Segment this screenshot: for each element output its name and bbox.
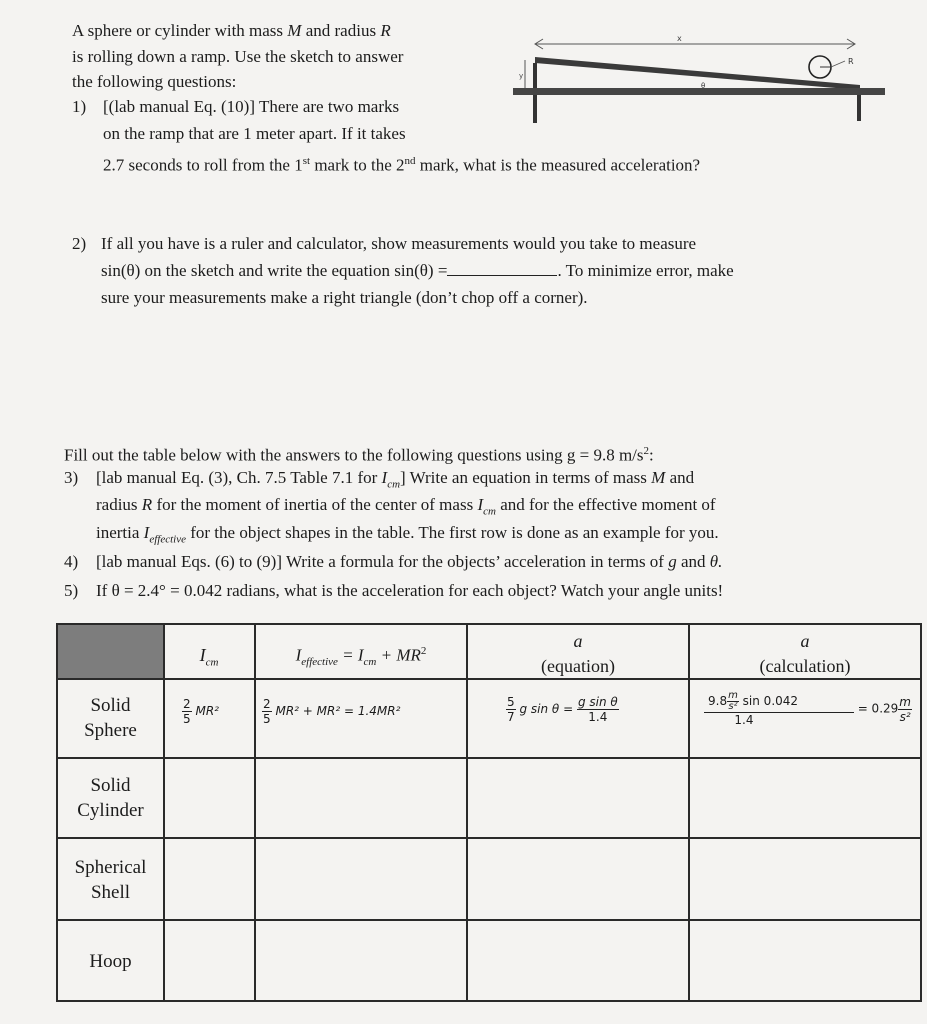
example-a-calculation xyxy=(704,691,912,727)
radius-leader xyxy=(831,61,845,67)
intro-text: and radius xyxy=(305,21,377,40)
table-border xyxy=(920,623,922,1002)
answer-cell-hoop-a-calculation[interactable] xyxy=(690,921,920,1000)
q3-line-3 xyxy=(96,520,719,552)
mass-symbol: M xyxy=(287,21,302,40)
radius-symbol: R xyxy=(380,21,391,40)
unit-denominator: s² xyxy=(899,709,911,724)
calc-result: = 0.29 xyxy=(857,701,899,716)
row-name-line: Cylinder xyxy=(77,800,144,821)
q3-number: 3) xyxy=(64,468,79,487)
y-label: y xyxy=(519,72,524,80)
x-label: x xyxy=(677,34,682,43)
header-text: = I xyxy=(342,645,364,665)
q3-text: and xyxy=(669,468,695,487)
q4-text: [lab manual Eqs. (6) to (9)] Write a formula for the objects’ acceleration in terms of xyxy=(96,552,664,571)
q1-line-1: [(lab manual Eq. (10)] There are two marks xyxy=(103,97,400,116)
superscript: 2 xyxy=(643,445,650,457)
calc-denominator: 1.4 xyxy=(734,713,754,727)
sin-answer-blank[interactable] xyxy=(447,261,557,276)
superscript: nd xyxy=(404,155,416,167)
superscript: 2 xyxy=(420,645,427,657)
header-icm xyxy=(164,643,254,676)
q3-text: [lab manual Eq. (3), Ch. 7.5 Table 7.1 for xyxy=(96,468,378,487)
acceleration-symbol: a xyxy=(800,631,810,651)
example-icm xyxy=(182,697,219,726)
header-label: (equation) xyxy=(541,656,615,676)
row-name-line: Hoop xyxy=(89,951,132,972)
q1-text: mark to the 2 xyxy=(314,155,405,175)
q3-text: radius xyxy=(96,495,138,514)
q4-number: 4) xyxy=(64,552,79,571)
header-label: (calculation) xyxy=(759,656,851,676)
table-border xyxy=(56,1000,922,1002)
answer-cell-hoop-a-equation[interactable] xyxy=(468,921,688,1000)
q1-text: mark, what is the measured acceleration? xyxy=(419,155,701,175)
answer-cell-cylinder-ieffective[interactable] xyxy=(256,759,466,837)
answer-cell-cylinder-icm[interactable] xyxy=(165,759,254,837)
fraction-denominator: 5 xyxy=(183,712,191,726)
header-a-calculation xyxy=(690,629,920,679)
q2-number: 2) xyxy=(72,234,87,253)
answer-cell-shell-icm[interactable] xyxy=(165,839,254,919)
header-ieffective xyxy=(256,639,466,675)
row-name-line: Shell xyxy=(90,882,131,903)
row-name-line: Solid xyxy=(90,775,131,796)
inertia-symbol: I xyxy=(199,645,206,665)
table-corner-cell xyxy=(58,625,163,678)
answer-cell-hoop-ieffective[interactable] xyxy=(256,921,466,1000)
unit-numerator: m xyxy=(899,694,911,709)
intro-line-1 xyxy=(72,18,391,44)
q5-number: 5) xyxy=(64,581,79,600)
q1-text: 2.7 seconds to roll from the 1 xyxy=(103,155,303,175)
acceleration-symbol: a xyxy=(573,631,583,651)
row-name-hoop xyxy=(58,949,163,974)
answer-cell-shell-a-equation[interactable] xyxy=(468,839,688,919)
calc-numerator xyxy=(704,691,854,713)
q3-text: ] Write an equation in terms of mass xyxy=(400,468,647,487)
example-a-equation xyxy=(506,695,619,724)
answer-cell-shell-ieffective[interactable] xyxy=(256,839,466,919)
answer-table xyxy=(56,623,922,1002)
row-name-line: Solid xyxy=(90,695,131,716)
subscript: cm xyxy=(363,656,377,669)
answer-cell-cylinder-a-calculation[interactable] xyxy=(690,759,920,837)
fraction-denominator: 7 xyxy=(507,710,515,724)
answer-cell-cylinder-a-equation[interactable] xyxy=(468,759,688,837)
calc-sine: sin 0.042 xyxy=(742,694,799,708)
q3-text: for the moment of inertia of the center of mass xyxy=(156,495,474,514)
mass-symbol: M xyxy=(651,468,666,487)
fraction-denominator: 1.4 xyxy=(588,710,608,724)
example-ieffective-expr: MR² + MR² = 1.4MR² xyxy=(275,704,401,718)
table-border xyxy=(56,623,922,625)
ramp-sketch xyxy=(505,30,895,130)
ramp-support xyxy=(533,63,537,88)
q3-text: and for the effective moment of xyxy=(500,495,716,514)
unit-denominator: s² xyxy=(728,701,738,712)
q5-line: If θ = 2.4° = 0.042 radians, what is the acceleration for each object? Watch your angle units! xyxy=(96,581,724,600)
subscript: cm xyxy=(483,505,496,518)
theta-label: θ xyxy=(701,82,706,90)
fraction-denominator: 5 xyxy=(263,712,271,726)
q4-line xyxy=(96,549,722,575)
q3-text: for the object shapes in the table. The first row is done as an example for you. xyxy=(190,523,719,542)
inertia-symbol: I xyxy=(477,495,484,514)
q2-line-3: sure your measurements make a right triangle (don’t chop off a corner). xyxy=(101,288,588,307)
fraction-numerator: g sin θ xyxy=(577,695,618,709)
example-ieffective xyxy=(262,697,400,726)
table-intro-text: : xyxy=(649,445,654,465)
q1-line-3 xyxy=(103,148,700,179)
q1-number: 1) xyxy=(72,97,87,116)
header-text: + MR xyxy=(380,645,421,665)
q4-text: and xyxy=(680,552,706,571)
subscript: effective xyxy=(149,533,186,546)
calc-value: 9.8 xyxy=(708,694,728,708)
q2-text: sin(θ) on the sketch and write the equation sin(θ) = xyxy=(101,261,448,280)
q3-text: inertia xyxy=(96,523,140,542)
theta-symbol: θ. xyxy=(709,552,723,571)
row-name-line: Spherical xyxy=(74,857,147,878)
q2-line-2 xyxy=(101,258,734,284)
subscript: cm xyxy=(387,478,401,491)
superscript: st xyxy=(302,155,311,167)
subscript: cm xyxy=(205,656,219,669)
r-label: R xyxy=(848,57,854,66)
ramp-leg-right xyxy=(857,95,861,121)
row-name-line: Sphere xyxy=(84,720,137,741)
q1-line-2: on the ramp that are 1 meter apart. If it takes xyxy=(103,124,406,143)
ramp-leg-left xyxy=(533,95,537,123)
answer-cell-hoop-icm[interactable] xyxy=(165,921,254,1000)
radius-symbol: R xyxy=(141,495,153,514)
fraction-numerator: 2 xyxy=(263,697,271,711)
table-intro-text: Fill out the table below with the answers to the following questions using xyxy=(64,445,563,465)
header-a-equation xyxy=(468,629,688,679)
intro-line-3: the following questions: xyxy=(72,72,237,91)
ramp-base xyxy=(513,88,885,95)
q2-line-1: If all you have is a ruler and calculator, show measurements would you take to measure xyxy=(101,234,697,253)
gravity-symbol: g xyxy=(668,552,677,571)
fraction-numerator: 2 xyxy=(183,697,191,711)
q2-text: . To minimize error, make xyxy=(557,261,734,280)
inertia-symbol: I xyxy=(143,523,150,542)
inertia-symbol: I xyxy=(295,645,302,665)
row-name-spherical-shell xyxy=(58,855,163,905)
row-name-solid-cylinder xyxy=(58,773,163,823)
example-icm-expr: MR² xyxy=(195,704,219,718)
answer-cell-shell-a-calculation[interactable] xyxy=(690,839,920,919)
intro-text: A sphere or cylinder with mass xyxy=(72,21,284,40)
row-name-solid-sphere xyxy=(58,693,163,743)
gravity-value: g = 9.8 m/s xyxy=(566,445,644,465)
fraction-numerator: 5 xyxy=(507,695,515,709)
subscript: effective xyxy=(301,656,338,669)
inertia-symbol: I xyxy=(381,468,388,487)
intro-line-2: is rolling down a ramp. Use the sketch to answer xyxy=(72,47,404,66)
equation-text: g sin θ = xyxy=(519,702,574,716)
unit-numerator: m xyxy=(728,690,738,701)
